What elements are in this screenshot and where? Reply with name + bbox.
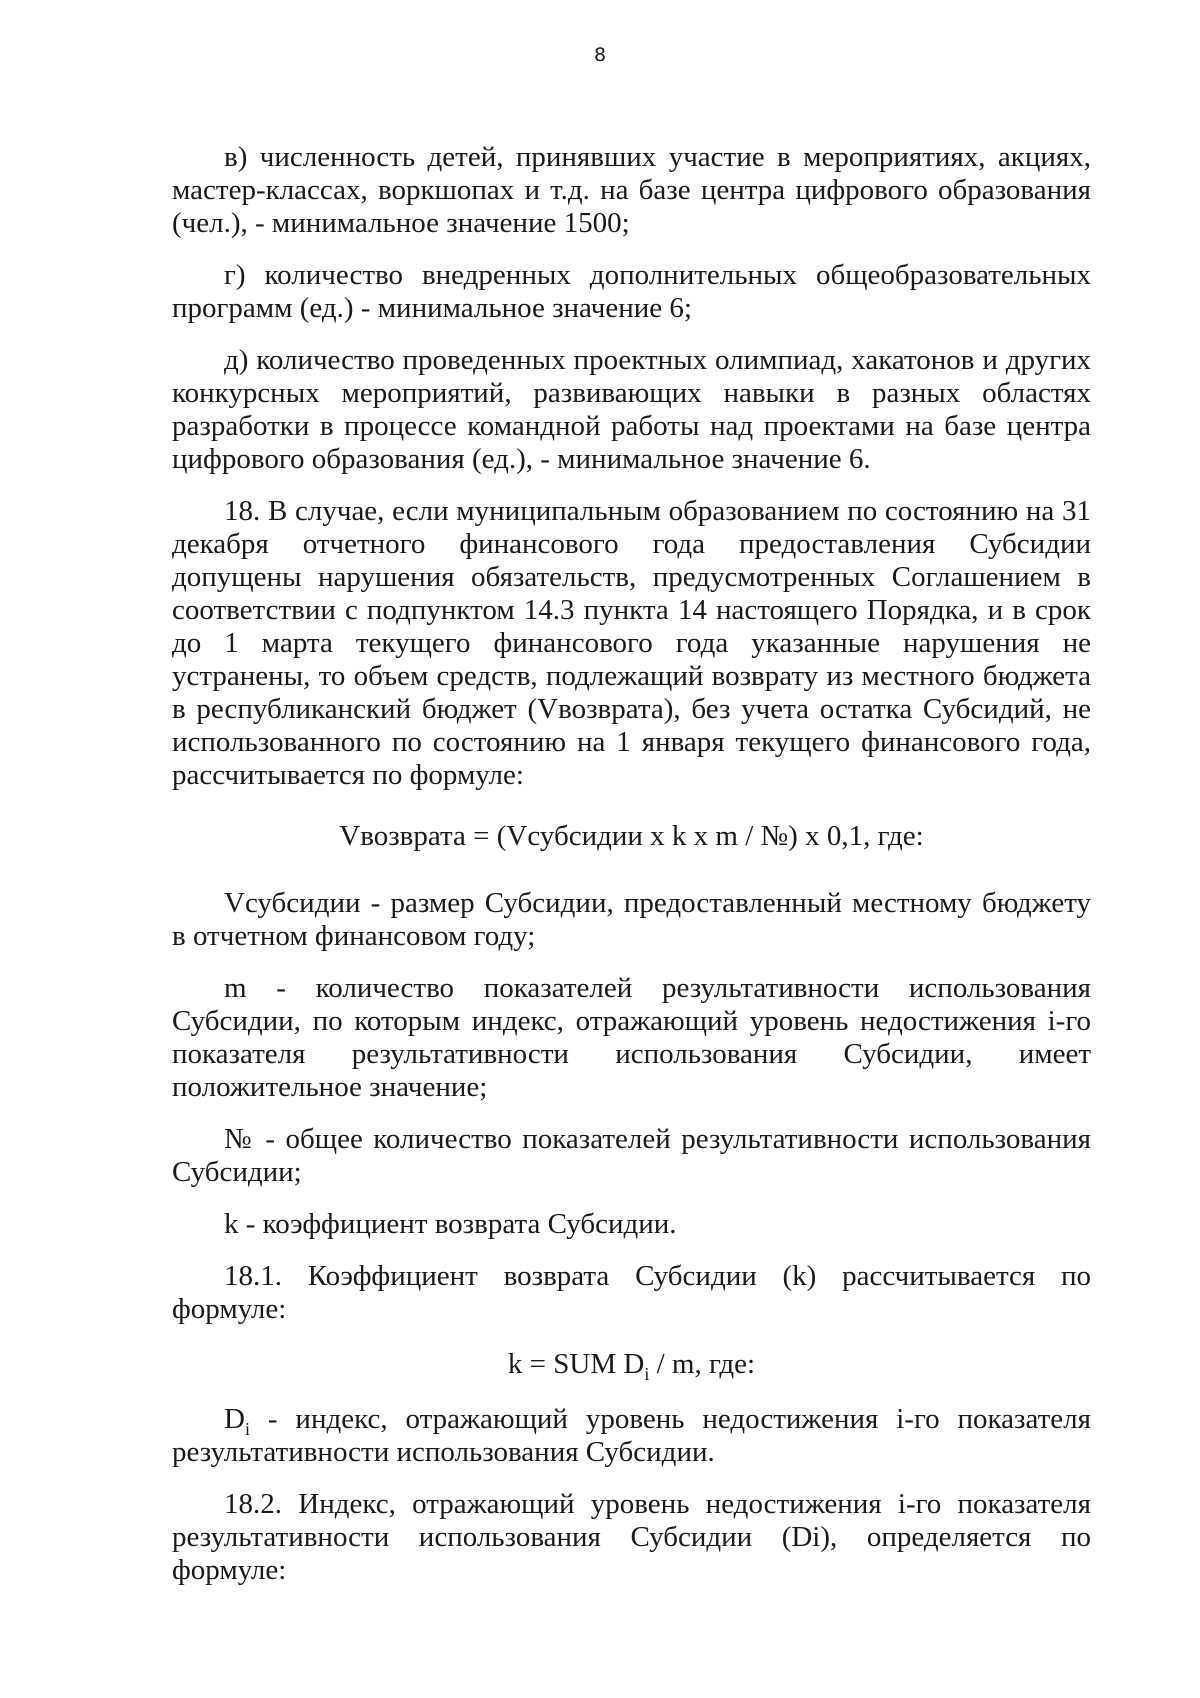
definition-di-text: - индекс, отражающий уровень недостижения i-го показателя результативности использования Субсидии. [172, 1403, 1091, 1468]
definition-di [172, 1403, 1091, 1469]
formula-k-prefix: k = SUM D [507, 1348, 645, 1380]
formula-coefficient-k [172, 1348, 1091, 1384]
formula-k-subscript: i [644, 1363, 650, 1384]
definition-di-subscript: i [244, 1418, 250, 1439]
definition-di-prefix: D [224, 1403, 245, 1435]
formula-return-volume: Vвозврата = (Vсубсидии x k x m / №) x 0,1, где: [339, 820, 924, 852]
paragraph-g: г) количество внедренных дополнительных общеобразовательных программ (ед.) - минимальное значение 6; [172, 259, 1091, 324]
formula-k-suffix: / m, где: [649, 1348, 756, 1380]
definition-n: № - общее количество показателей результативности использования Субсидии; [172, 1123, 1091, 1188]
page-number: 8 [593, 44, 607, 66]
document-body [172, 141, 1091, 1606]
paragraph-18-2: 18.2. Индекс, отражающий уровень недостижения i-го показателя результативности использования Субсидии (Di), определяется по формуле: [172, 1488, 1091, 1586]
paragraph-18-1: 18.1. Коэффициент возврата Субсидии (k) рассчитывается по формуле: [172, 1260, 1091, 1325]
paragraph-d: д) количество проведенных проектных олимпиад, хакатонов и других конкурсных мероприятий, развивающих навыки в разных областях разработки в процессе командной работы над проектами на базе центра цифрового образования (ед.), - минимальное значение 6. [172, 344, 1091, 475]
definition-m: m - количество показателей результативности использования Субсидии, по которым индекс, отражающий уровень недостижения i-го показателя результативности использования Субсидии, имеет положительное значение; [172, 972, 1091, 1103]
paragraph-v: в) численность детей, принявших участие в мероприятиях, акциях, мастер-классах, воркшопах и т.д. на базе центра цифрового образования (чел.), - минимальное значение 1500; [172, 141, 1091, 239]
paragraph-18: 18. В случае, если муниципальным образованием по состоянию на 31 декабря отчетного финансового года предоставления Субсидии допущены нарушения обязательств, предусмотренных Соглашением в соответствии с подпунктом 14.3 пункта 14 настоящего Порядка, и в срок до 1 марта текущего финансового года указанные нарушения не устранены, то объем средств, подлежащий возврату из местного бюджета в республиканский бюджет (Vвозврата), без учета остатка Субсидий, не использованного по состоянию на 1 января текущего финансового года, рассчитывается по формуле: [172, 495, 1091, 791]
definition-k: k - коэффициент возврата Субсидии. [224, 1208, 677, 1240]
definition-vsubsidy: Vсубсидии - размер Субсидии, предоставленный местному бюджету в отчетном финансовом году; [172, 887, 1091, 952]
